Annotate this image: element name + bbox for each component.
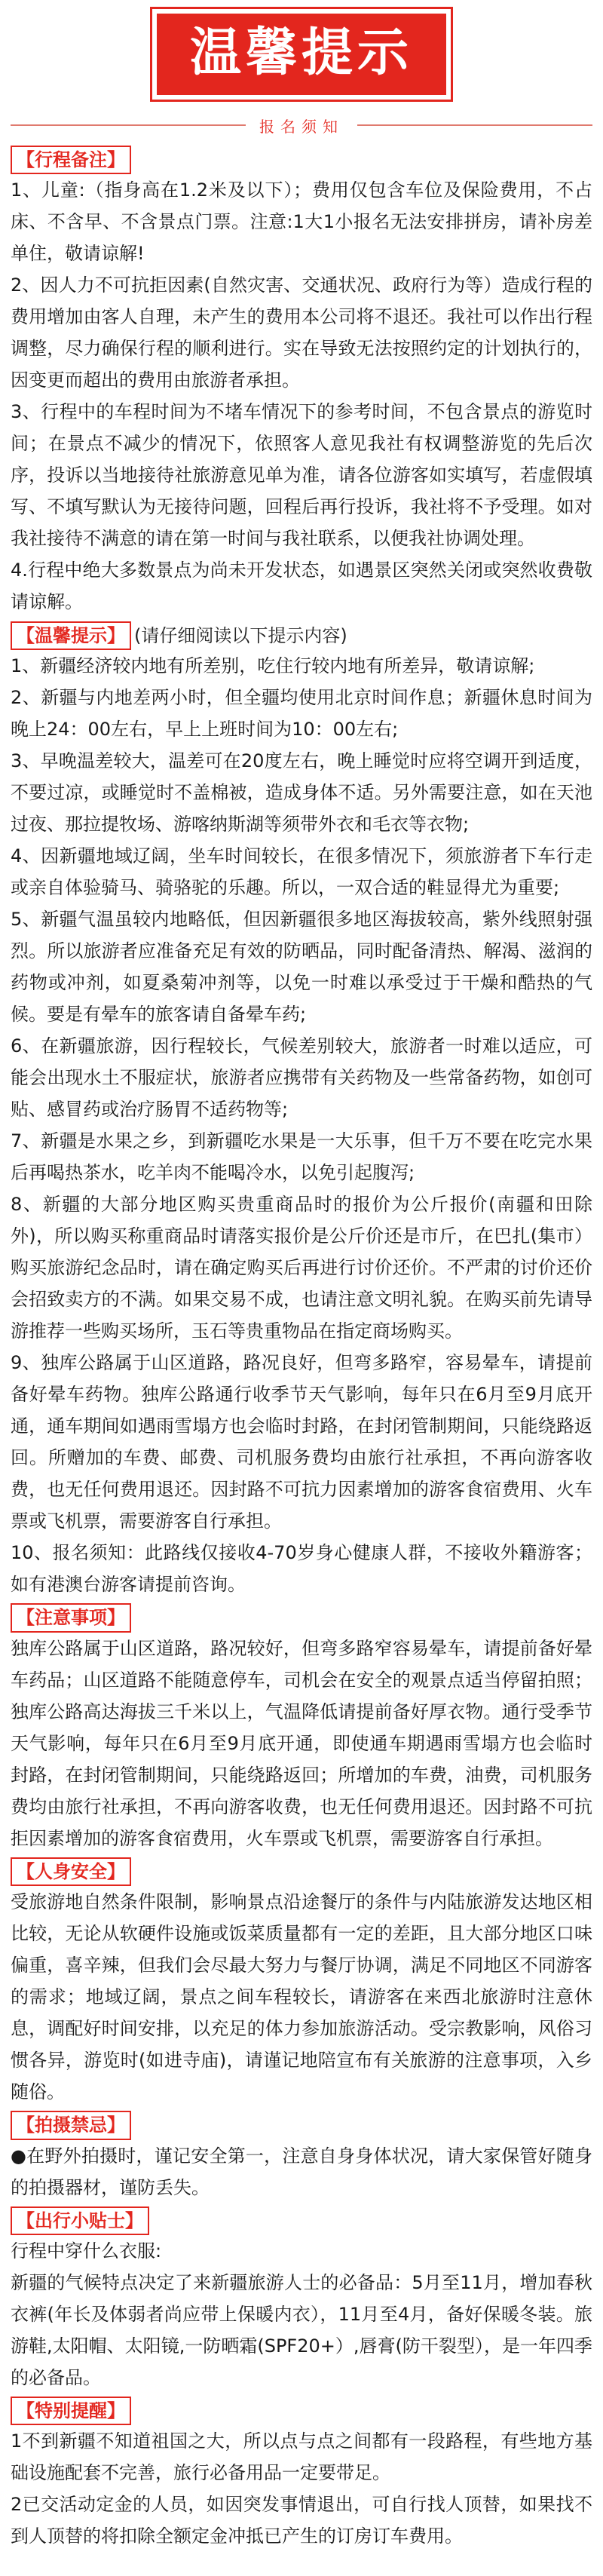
section (11, 1603, 592, 1854)
section-paragraph: 7、新疆是水果之乡，到新疆吃水果是一大乐事，但千万不要在吃完水果后再喝热茶水，吃羊肉不能喝冷水，以免引起腹泻; (11, 1130, 592, 1184)
subtitle-divider-left (11, 124, 246, 126)
section-paragraph: 1、儿童:（指身高在1.2米及以下）；费用仅包含车位及保险费用，不占床、不含早、不含景点门票。注意:1大1小报名无法安排拼房，请补房差单住，敬请谅解! (11, 179, 592, 264)
section-paragraph: 8、新疆的大部分地区购买贵重商品时的报价为公斤报价(南疆和田除外)，所以购买称重商品时请落实报价是公斤价还是市斤，在巴扎(集市）购买旅游纪念品时，请在确定购买后再进行讨价还价。不严肃的讨价还价会招致卖方的不满。如果交易不成，也请注意文明礼貌。在购买前先请导游推荐一些购买场所，玉石等贵重物品在指定商场购买。 (11, 1194, 592, 1342)
section-label: 【拍摄禁忌】 (11, 2111, 131, 2139)
section-paragraph: 行程中穿什么衣服: (11, 2240, 162, 2262)
section-label: 【注意事项】 (11, 1603, 131, 1632)
section-paragraph: 4.行程中绝大多数景点为尚未开发状态，如遇景区突然关闭或突然收费敬请谅解。 (11, 559, 592, 612)
section-header (11, 1857, 592, 1886)
section-paragraph: 10、报名须知：此路线仅接收4-70岁身心健康人群，不接收外籍游客；如有港澳台游客请提前咨询。 (11, 1542, 592, 1596)
section-header (11, 2111, 592, 2139)
section-paragraph: 3、行程中的车程时间为不堵车情况下的参考时间，不包含景点的游览时间；在景点不减少的情况下，依照客人意见我社有权调整游览的先后次序，投诉以当地接待社旅游意见单为准，请各位游客如实填写，若虚假填写、不填写默认为无接待问题，回程后再行投诉，我社将不予受理。如对我社接待不满意的请在第一时间与我社联系，以便我社协调处理。 (11, 400, 592, 549)
section-paragraph: 6、在新疆旅游，因行程较长，气候差别较大，旅游者一时难以适应，可能会出现水土不服症状，旅游者应携带有关药物及一些常备药物，如创可贴、感冒药或治疗肠胃不适药物等; (11, 1035, 592, 1121)
page-title: 温馨提示 (157, 14, 446, 95)
sections-container (11, 146, 592, 2553)
section-paragraph: 新疆的气候特点决定了来新疆旅游人士的必备品：5月至11月，增加春秋衣裤(年长及体弱者尚应带上保暖内衣），11月至4月，备好保暖冬装。旅游鞋,太阳帽、太阳镜,一防晒霜(SPF20+）,唇膏(防干裂型），是一年四季的必备品。 (11, 2271, 592, 2388)
section (11, 621, 592, 1600)
section-header (11, 146, 592, 174)
section-paragraph: 4、因新疆地域辽阔，坐车时间较长，在很多情况下，须旅游者下车行走或亲自体验骑马、骑骆驼的乐趣。所以，一双合适的鞋显得尤为重要; (11, 845, 592, 899)
section-paragraph: 3、早晚温差较大，温差可在20度左右，晚上睡觉时应将空调开到适度，不要过凉，或睡觉时不盖棉被，造成身体不适。另外需要注意，如在天池过夜、那拉提牧场、游喀纳斯湖等须带外衣和毛衣等衣物; (11, 750, 592, 836)
section-paragraph: 9、独库公路属于山区道路，路况良好，但弯多路窄，容易晕车，请提前备好晕车药物。独库公路通行收季节天气影响，每年只在6月至9月底开通，通车期间如遇雨雪塌方也会临时封路，在封闭管制期间，只能绕路返回。所赠加的车费、邮费、司机服务费均由旅行社承担，不再向游客收费，也无任何费用退还。因封路不可抗力因素增加的游客食宿费用、火车票或飞机票，需要游客自行承担。 (11, 1352, 592, 1532)
section (11, 1857, 592, 2108)
section-paragraph: ●在野外拍摄时，谨记安全第一，注意自身身体状况，请大家保管好随身的拍摄器材，谨防丢失。 (11, 2145, 592, 2198)
section-paragraph: 2已交活动定金的人员，如因突发事情退出，可自行找人顶替，如果找不到人顶替的将扣除全额定金冲抵已产生的订房订车费用。 (11, 2494, 592, 2547)
subtitle-row (11, 115, 592, 136)
section-label: 【出行小贴士】 (11, 2206, 149, 2235)
section (11, 2206, 592, 2394)
section-paragraph: 5、新疆气温虽较内地略低，但因新疆很多地区海拔较高，紫外线照射强烈。所以旅游者应准备充足有效的防晒品，同时配备清热、解渴、滋润的药物或冲剂，如夏桑菊冲剂等，以免一时难以承受过于干燥和酷热的气候。要是有晕车的旅客请自备晕车药; (11, 909, 592, 1026)
title-area (11, 14, 592, 95)
section-paragraph: 受旅游地自然条件限制，影响景点沿途餐厅的条件与内陆旅游发达地区相比较，无论从软硬件设施或饭菜质量都有一定的差距，且大部分地区口味偏重，喜辛辣，但我们会尽最大努力与餐厅协调，满足不同地区不同游客的需求；地域辽阔，景点之间车程较长，请游客在来西北旅游时注意休息，调配好时间安排，以充足的体力参加旅游活动。受宗教影响，风俗习惯各异，游览时(如进寺庙)，请谨记地陪宣布有关旅游的注意事项，入乡随俗。 (11, 1891, 592, 2103)
section-paragraph: 2、因人力不可抗拒因素(自然灾害、交通状况、政府行为等）造成行程的费用增加由客人自理，未产生的费用本公司将不退还。我社可以作出行程调整，尽力确保行程的顺利进行。实在导致无法按照约定的计划执行的，因变更而超出的费用由旅游者承担。 (11, 274, 592, 391)
section-paragraph: 1不到新疆不知道祖国之大，所以点与点之间都有一段路程，有些地方基础设施配套不完善，旅行必备用品一定要带足。 (11, 2430, 592, 2484)
section-paragraph: 1、新疆经济较内地有所差别，吃住行较内地有所差异，敬请谅解; (11, 655, 535, 677)
section-paragraph: 独库公路属于山区道路，路况较好，但弯多路窄容易晕车，请提前备好晕车药品；山区道路不能随意停车，司机会在安全的观景点适当停留拍照；独库公路高达海拔三千米以上，气温降低请提前备好厚衣物。通行受季节天气影响，每年只在6月至9月底开通，即使通车期遇雨雪塌方也会临时封路，在封闭管制期间，只能绕路返回；所增加的车费，油费，司机服务费均由旅行社承担，不再向游客收费，也无任何费用退还。因封路不可抗拒因素增加的游客食宿费用，火车票或飞机票，需要游客自行承担。 (11, 1637, 592, 1849)
section (11, 2111, 592, 2203)
section-label: 【特别提醒】 (11, 2397, 131, 2425)
section-header (11, 2206, 592, 2235)
section-paragraph: 2、新疆与内地差两小时，但全疆均使用北京时间作息；新疆休息时间为晚上24：00左右，早上上班时间为10：00左右; (11, 687, 592, 741)
section-label: 【人身安全】 (11, 1857, 131, 1886)
subtitle: 报名须知 (259, 117, 344, 136)
section-note: (请仔细阅读以下提示内容) (134, 624, 347, 646)
section-label: 【行程备注】 (11, 146, 131, 174)
section (11, 2397, 592, 2552)
section-label: 【温馨提示】 (11, 621, 131, 650)
section-header (11, 621, 592, 650)
section-header (11, 1603, 592, 1632)
subtitle-divider-right (357, 124, 592, 126)
section-header (11, 2397, 592, 2425)
section (11, 146, 592, 618)
